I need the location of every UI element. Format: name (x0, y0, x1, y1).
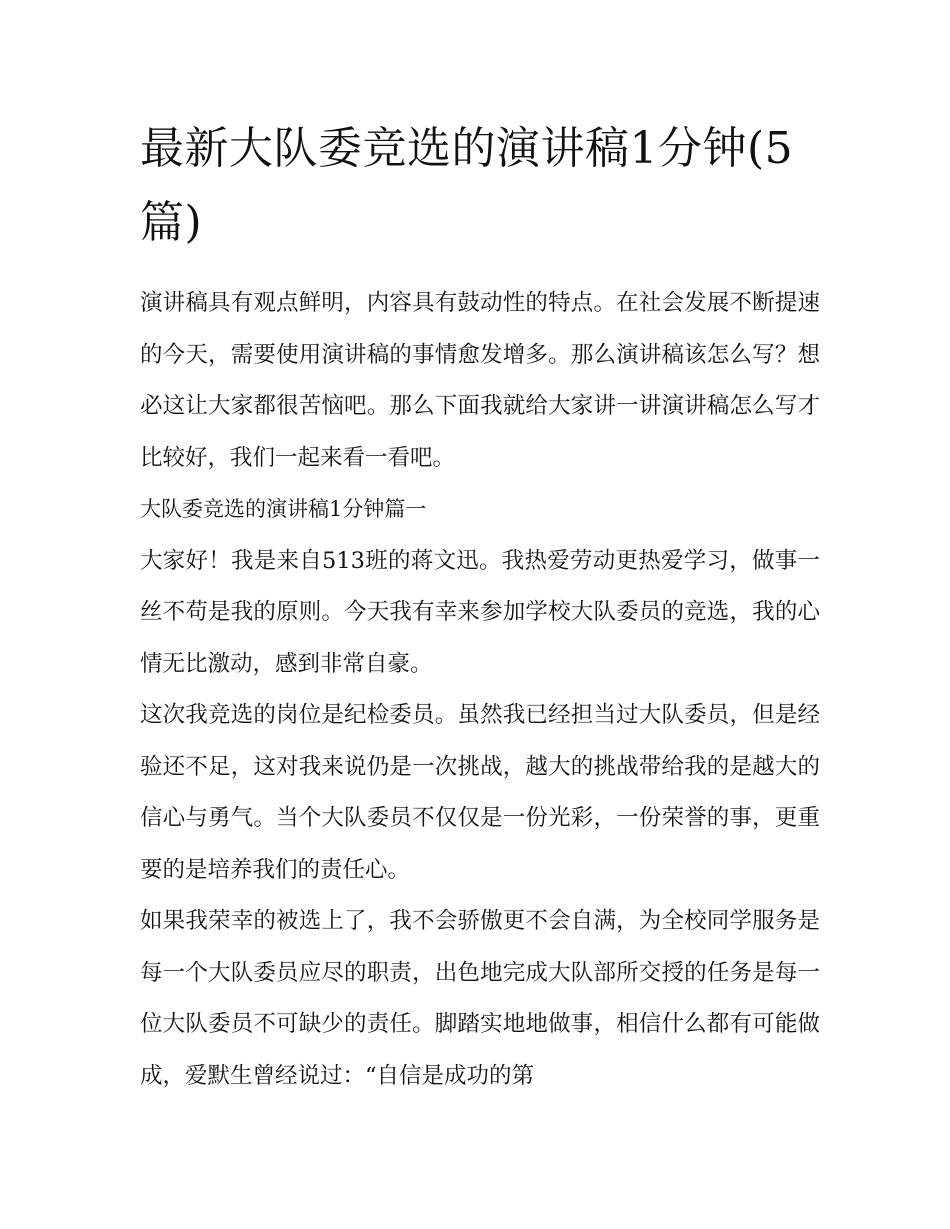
section-heading: 大队委竞选的演讲稿1分钟篇一 (140, 497, 427, 521)
body-paragraph: 如果我荣幸的被选上了，我不会骄傲更不会自满，为全校同学服务是每一个大队委员应尽的职责，出色地完成大队部所交授的任务是每一位大队委员不可缺少的责任。脚踏实地地做事，相信什么都有可能做成，爱默生曾经说过：“自信是成功的第 (140, 908, 820, 1089)
intro-paragraph: 演讲稿具有观点鲜明，内容具有鼓动性的特点。在社会发展不断提速的今天，需要使用演讲稿的事情愈发增多。那么演讲稿该怎么写？想必这让大家都很苦恼吧。那么下面我就给大家讲一讲演讲稿怎么写才比较好，我们一起来看一看吧。 (140, 290, 820, 471)
document-body (140, 112, 820, 1102)
body-paragraph: 大家好！我是来自513班的蒋文迅。我热爱劳动更热爱学习，做事一丝不苟是我的原则。今天我有幸来参加学校大队委员的竞选，我的心情无比激动，感到非常自豪。 (140, 547, 820, 677)
body-paragraph: 这次我竞选的岗位是纪检委员。虽然我已经担当过大队委员，但是经验还不足，这对我来说仍是一次挑战，越大的挑战带给我的是越大的信心与勇气。当个大队委员不仅仅是一份光彩，一份荣誉的事，更重要的是培养我们的责任心。 (140, 702, 820, 883)
document-title: 最新大队委竞选的演讲稿1分钟(5篇) (140, 123, 794, 248)
